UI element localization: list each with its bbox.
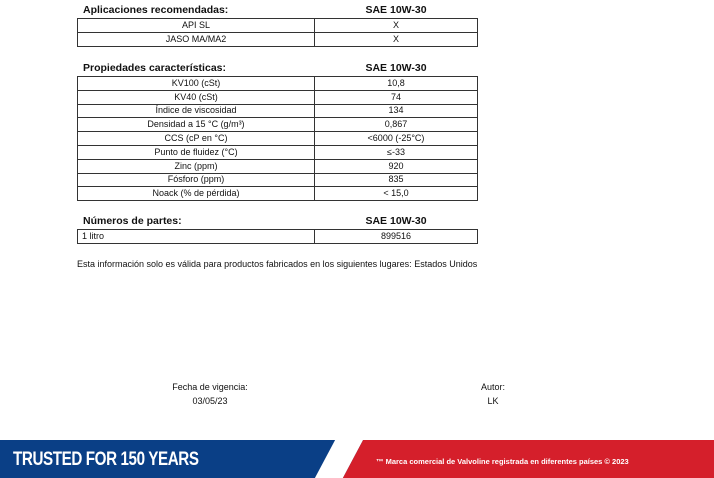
table-cell-value: 134 — [315, 104, 478, 118]
table-row — [78, 230, 478, 244]
validity-note: Esta información solo es válida para productos fabricados en los siguientes lugares: Estados Unidos — [77, 259, 478, 269]
table-row — [78, 173, 478, 187]
applications-table — [77, 18, 478, 47]
applications-grade: SAE 10W-30 — [365, 4, 427, 16]
table-cell-label: Noack (% de pérdida) — [78, 187, 315, 201]
table-cell-value: X — [315, 32, 478, 46]
parts-grade: SAE 10W-30 — [365, 215, 427, 227]
properties-header — [77, 62, 477, 76]
table-cell-value: 0,867 — [315, 118, 478, 132]
table-cell-value: 10,8 — [315, 77, 478, 91]
author-value: LK — [487, 396, 499, 406]
table-row — [78, 32, 478, 46]
trademark-notice: ™ Marca comercial de Valvoline registrada en diferentes países © 2023 — [376, 457, 629, 466]
applications-title: Aplicaciones recomendadas: — [83, 4, 229, 16]
parts-header — [77, 215, 477, 229]
footer-banner — [0, 440, 714, 478]
table-cell-value: 835 — [315, 173, 478, 187]
brand-slogan: TRUSTED FOR 150 YEARS — [13, 449, 199, 470]
applications-header — [77, 4, 477, 18]
table-row — [78, 159, 478, 173]
table-cell-value: X — [315, 19, 478, 33]
table-row — [78, 19, 478, 33]
table-row — [78, 90, 478, 104]
properties-table — [77, 76, 478, 201]
table-cell-label: 1 litro — [78, 230, 315, 244]
properties-title: Propiedades características: — [83, 62, 226, 74]
table-cell-label: Punto de fluidez (°C) — [78, 145, 315, 159]
table-row — [78, 104, 478, 118]
table-cell-label: Densidad a 15 °C (g/m³) — [78, 118, 315, 132]
table-row — [78, 118, 478, 132]
effective-date-value: 03/05/23 — [192, 396, 228, 406]
table-cell-label: Zinc (ppm) — [78, 159, 315, 173]
effective-date-block — [140, 380, 280, 408]
table-row — [78, 132, 478, 146]
parts-title: Números de partes: — [83, 215, 182, 227]
table-cell-label: KV100 (cSt) — [78, 77, 315, 91]
author-block — [463, 380, 523, 408]
table-cell-label: JASO MA/MA2 — [78, 32, 315, 46]
table-cell-label: KV40 (cSt) — [78, 90, 315, 104]
table-cell-value: 920 — [315, 159, 478, 173]
table-cell-value: < 15,0 — [315, 187, 478, 201]
table-cell-value: ≤-33 — [315, 145, 478, 159]
table-cell-value: 899516 — [315, 230, 478, 244]
parts-table — [77, 229, 478, 244]
table-row — [78, 77, 478, 91]
table-cell-value: <6000 (-25°C) — [315, 132, 478, 146]
table-cell-value: 74 — [315, 90, 478, 104]
table-row — [78, 187, 478, 201]
properties-grade: SAE 10W-30 — [365, 62, 427, 74]
author-label: Autor: — [480, 382, 505, 392]
table-cell-label: API SL — [78, 19, 315, 33]
table-cell-label: Índice de viscosidad — [78, 104, 315, 118]
table-cell-label: Fósforo (ppm) — [78, 173, 315, 187]
table-cell-label: CCS (cP en °C) — [78, 132, 315, 146]
table-row — [78, 145, 478, 159]
effective-date-label: Fecha de vigencia: — [172, 382, 248, 392]
